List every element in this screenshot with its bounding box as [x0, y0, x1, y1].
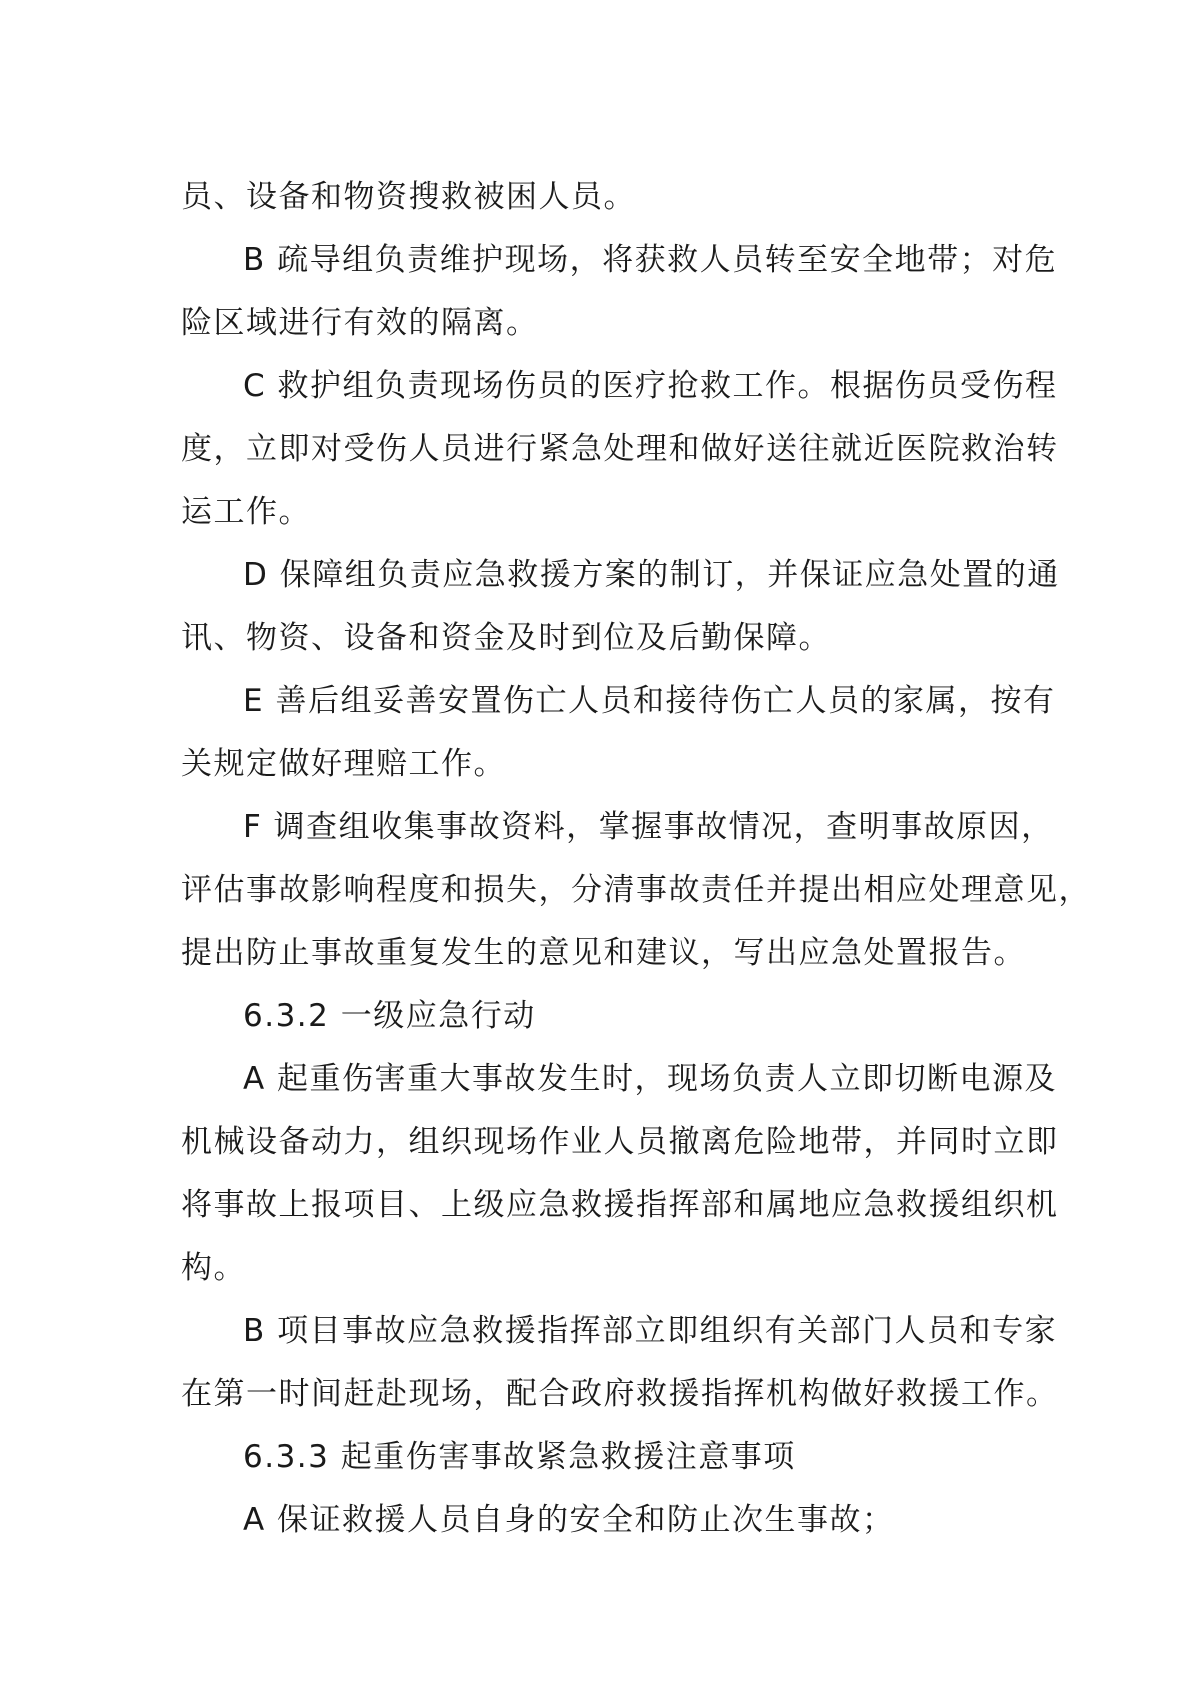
- text-line: 险区域进行有效的隔离。: [181, 305, 539, 341]
- section-heading-6-3-3: 6.3.3 起重伤害事故紧急救援注意事项: [243, 1439, 796, 1475]
- text-line: 将事故上报项目、上级应急救援指挥部和属地应急救援组织机: [181, 1187, 1059, 1223]
- paragraph-a-major-accident: A 起重伤害重大事故发生时，现场负责人立即切断电源及: [243, 1061, 1058, 1097]
- paragraph-c-rescue-group: C 救护组负责现场伤员的医疗抢救工作。根据伤员受伤程: [243, 368, 1058, 404]
- text-line: 员、设备和物资搜救被困人员。: [181, 179, 636, 215]
- text-line: 构。: [181, 1250, 246, 1286]
- paragraph-b-dispersal-group: B 疏导组负责维护现场，将获救人员转至安全地带；对危: [243, 242, 1058, 278]
- text-line: 关规定做好理赔工作。: [181, 746, 506, 782]
- body-text: [181, 166, 1091, 1552]
- text-line: 提出防止事故重复发生的意见和建议，写出应急处置报告。: [181, 935, 1026, 971]
- paragraph-b-command-post: B 项目事故应急救援指挥部立即组织有关部门人员和专家: [243, 1313, 1058, 1349]
- text-line: 评估事故影响程度和损失，分清事故责任并提出相应处理意见，: [181, 872, 1091, 908]
- paragraph-a-rescuer-safety: A 保证救援人员自身的安全和防止次生事故；: [243, 1502, 895, 1538]
- section-heading-6-3-2: 6.3.2 一级应急行动: [243, 998, 536, 1034]
- text-line: 运工作。: [181, 494, 311, 530]
- text-line: 机械设备动力，组织现场作业人员撤离危险地带，并同时立即: [181, 1124, 1059, 1160]
- paragraph-d-support-group: D 保障组负责应急救援方案的制订，并保证应急处置的通: [243, 557, 1060, 593]
- text-line: 度，立即对受伤人员进行紧急处理和做好送往就近医院救治转: [181, 431, 1059, 467]
- text-line: 在第一时间赶赴现场，配合政府救援指挥机构做好救援工作。: [181, 1376, 1059, 1412]
- text-line: 讯、物资、设备和资金及时到位及后勤保障。: [181, 620, 831, 656]
- paragraph-f-investigation-group: F 调查组收集事故资料，掌握事故情况，查明事故原因，: [243, 809, 1054, 845]
- paragraph-e-aftermath-group: E 善后组妥善安置伤亡人员和接待伤亡人员的家属，按有: [243, 683, 1056, 719]
